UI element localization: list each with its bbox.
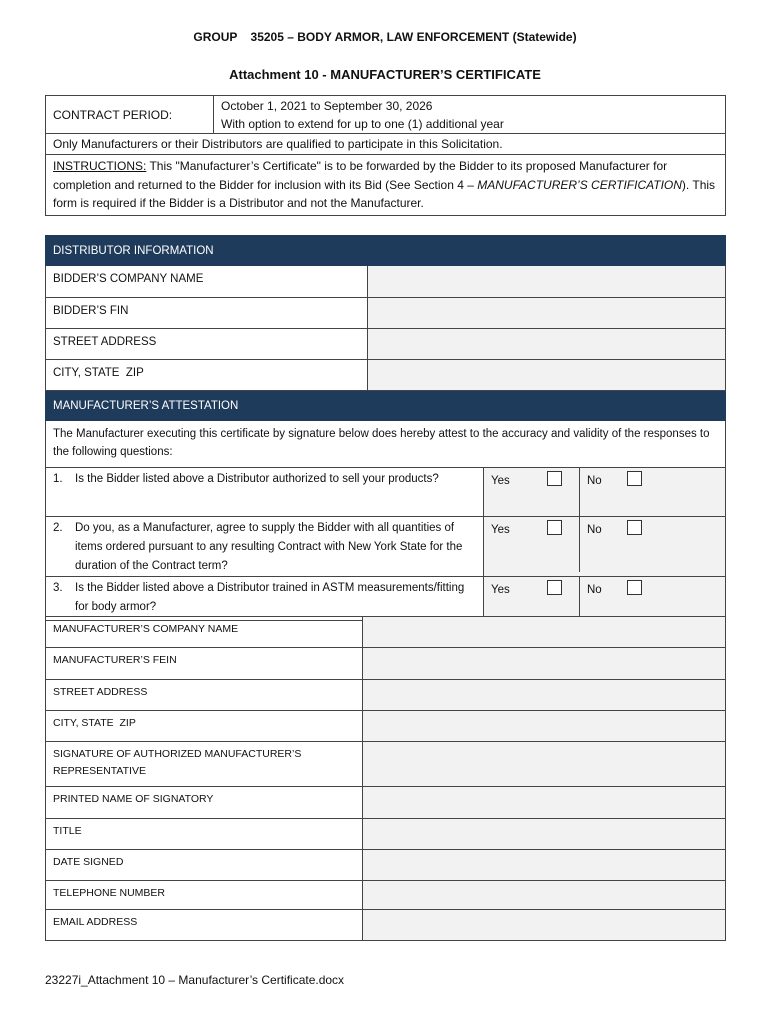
manufacturer-row xyxy=(46,742,726,787)
manufacturer-row xyxy=(46,617,726,648)
distributor-attestation-table xyxy=(45,235,726,621)
signature-label: SIGNATURE OF AUTHORIZED MANUFACTURER’S REPRESENTATIVE xyxy=(46,742,363,787)
attestation-section-header: MANUFACTURER’S ATTESTATION xyxy=(46,391,726,421)
question-row xyxy=(46,468,726,517)
bidder-company-name-field[interactable] xyxy=(368,266,726,298)
distributor-row xyxy=(46,360,726,391)
instructions-text-1: This "Manufacturer’s Certificate" is to be forwarded by the Bidder to its proposed Manufacturer for completion and returned to the Bidder for inclusion with its Bid (See Section 4 – xyxy=(53,159,668,192)
email-field[interactable] xyxy=(363,910,726,941)
distributor-row xyxy=(46,329,726,360)
contract-period-extension: With option to extend for up to one (1) additional year xyxy=(221,117,504,131)
question-3-no-checkbox[interactable] xyxy=(627,580,642,595)
date-signed-label: DATE SIGNED xyxy=(46,850,363,881)
question-3-yes-checkbox[interactable] xyxy=(547,580,562,595)
instructions-label: INSTRUCTIONS: xyxy=(53,159,147,173)
question-2-number: 2. xyxy=(53,522,63,534)
question-2-no-label: No xyxy=(587,524,602,536)
bidder-company-name-label: BIDDER’S COMPANY NAME xyxy=(46,266,368,298)
manufacturer-table xyxy=(45,616,726,941)
email-label: EMAIL ADDRESS xyxy=(46,910,363,941)
question-2 xyxy=(46,517,484,577)
manufacturer-company-name-field[interactable] xyxy=(363,617,726,648)
manufacturer-city-state-zip-label: CITY, STATE ZIP xyxy=(46,711,363,742)
question-2-yes-checkbox[interactable] xyxy=(547,520,562,535)
contract-period-dates: October 1, 2021 to September 30, 2026 xyxy=(221,99,433,113)
instructions-italic-ref: MANUFACTURER’S CERTIFICATION xyxy=(477,177,682,192)
manufacturer-row xyxy=(46,881,726,910)
question-3-yes-label: Yes xyxy=(491,584,510,596)
telephone-field[interactable] xyxy=(363,881,726,910)
instructions-block xyxy=(46,155,726,216)
question-3-number: 3. xyxy=(53,582,63,594)
title-label: TITLE xyxy=(46,819,363,850)
manufacturer-row xyxy=(46,648,726,680)
question-3 xyxy=(46,577,484,621)
bidder-street-address-field[interactable] xyxy=(368,329,726,360)
bidder-fin-field[interactable] xyxy=(368,298,726,329)
manufacturer-row xyxy=(46,910,726,941)
bidder-street-address-label: STREET ADDRESS xyxy=(46,329,368,360)
question-1-no-label: No xyxy=(587,475,602,487)
manufacturer-fein-field[interactable] xyxy=(363,648,726,680)
manufacturer-city-state-zip-field[interactable] xyxy=(363,711,726,742)
question-1-answer xyxy=(484,468,726,517)
question-1-text: Is the Bidder listed above a Distributor authorized to sell your products? xyxy=(75,473,439,485)
question-1-yes-checkbox[interactable] xyxy=(547,471,562,486)
eligibility-note: Only Manufacturers or their Distributors are qualified to participate in this Solicitation. xyxy=(46,134,726,155)
bidder-city-state-zip-field[interactable] xyxy=(368,360,726,391)
question-2-answer xyxy=(484,517,726,577)
question-3-text: Is the Bidder listed above a Distributor trained in ASTM measurements/fitting for body armor? xyxy=(75,582,465,613)
attachment-title: Attachment 10 - MANUFACTURER’S CERTIFICATE xyxy=(229,67,541,82)
question-1-number: 1. xyxy=(53,473,63,485)
question-3-answer xyxy=(484,577,726,621)
manufacturer-row xyxy=(46,711,726,742)
question-row xyxy=(46,517,726,577)
manufacturer-street-address-field[interactable] xyxy=(363,680,726,711)
question-row xyxy=(46,577,726,621)
contract-period-label: CONTRACT PERIOD: xyxy=(46,96,214,134)
bidder-city-state-zip-label: CITY, STATE ZIP xyxy=(46,360,368,391)
manufacturer-row xyxy=(46,680,726,711)
manufacturer-row xyxy=(46,819,726,850)
question-2-no-checkbox[interactable] xyxy=(627,520,642,535)
printed-name-field[interactable] xyxy=(363,787,726,819)
question-2-yes-label: Yes xyxy=(491,524,510,536)
group-heading: GROUP 35205 – BODY ARMOR, LAW ENFORCEMENT (Statewide) xyxy=(193,30,577,44)
question-1 xyxy=(46,468,484,517)
distributor-row xyxy=(46,298,726,329)
attestation-intro: The Manufacturer executing this certificate by signature below does hereby attest to the accuracy and validity of the responses to the following questions: xyxy=(46,421,726,468)
title-field[interactable] xyxy=(363,819,726,850)
footer-filename: 23227i_Attachment 10 – Manufacturer’s Certificate.docx xyxy=(45,973,345,987)
question-1-yes-label: Yes xyxy=(491,475,510,487)
bidder-fin-label: BIDDER’S FIN xyxy=(46,298,368,329)
contract-table xyxy=(45,95,726,216)
distributor-row xyxy=(46,266,726,298)
question-1-no-checkbox[interactable] xyxy=(627,471,642,486)
manufacturer-fein-label: MANUFACTURER’S FEIN xyxy=(46,648,363,680)
question-2-text: Do you, as a Manufacturer, agree to supply the Bidder with all quantities of items ordered pursuant to any resulting Contract with New York State for the duration of the Contract term? xyxy=(75,522,463,572)
manufacturer-company-name-label: MANUFACTURER’S COMPANY NAME xyxy=(46,617,363,648)
manufacturer-row xyxy=(46,787,726,819)
telephone-label: TELEPHONE NUMBER xyxy=(46,881,363,910)
distributor-section-header: DISTRIBUTOR INFORMATION xyxy=(46,236,726,266)
contract-period-value xyxy=(214,96,726,134)
printed-name-label: PRINTED NAME OF SIGNATORY xyxy=(46,787,363,819)
date-signed-field[interactable] xyxy=(363,850,726,881)
manufacturer-street-address-label: STREET ADDRESS xyxy=(46,680,363,711)
question-3-no-label: No xyxy=(587,584,602,596)
signature-field[interactable] xyxy=(363,742,726,787)
instructions-text-2: ). This form is required if the Bidder is a Distributor and not the Manufacturer. xyxy=(53,177,716,210)
manufacturer-row xyxy=(46,850,726,881)
